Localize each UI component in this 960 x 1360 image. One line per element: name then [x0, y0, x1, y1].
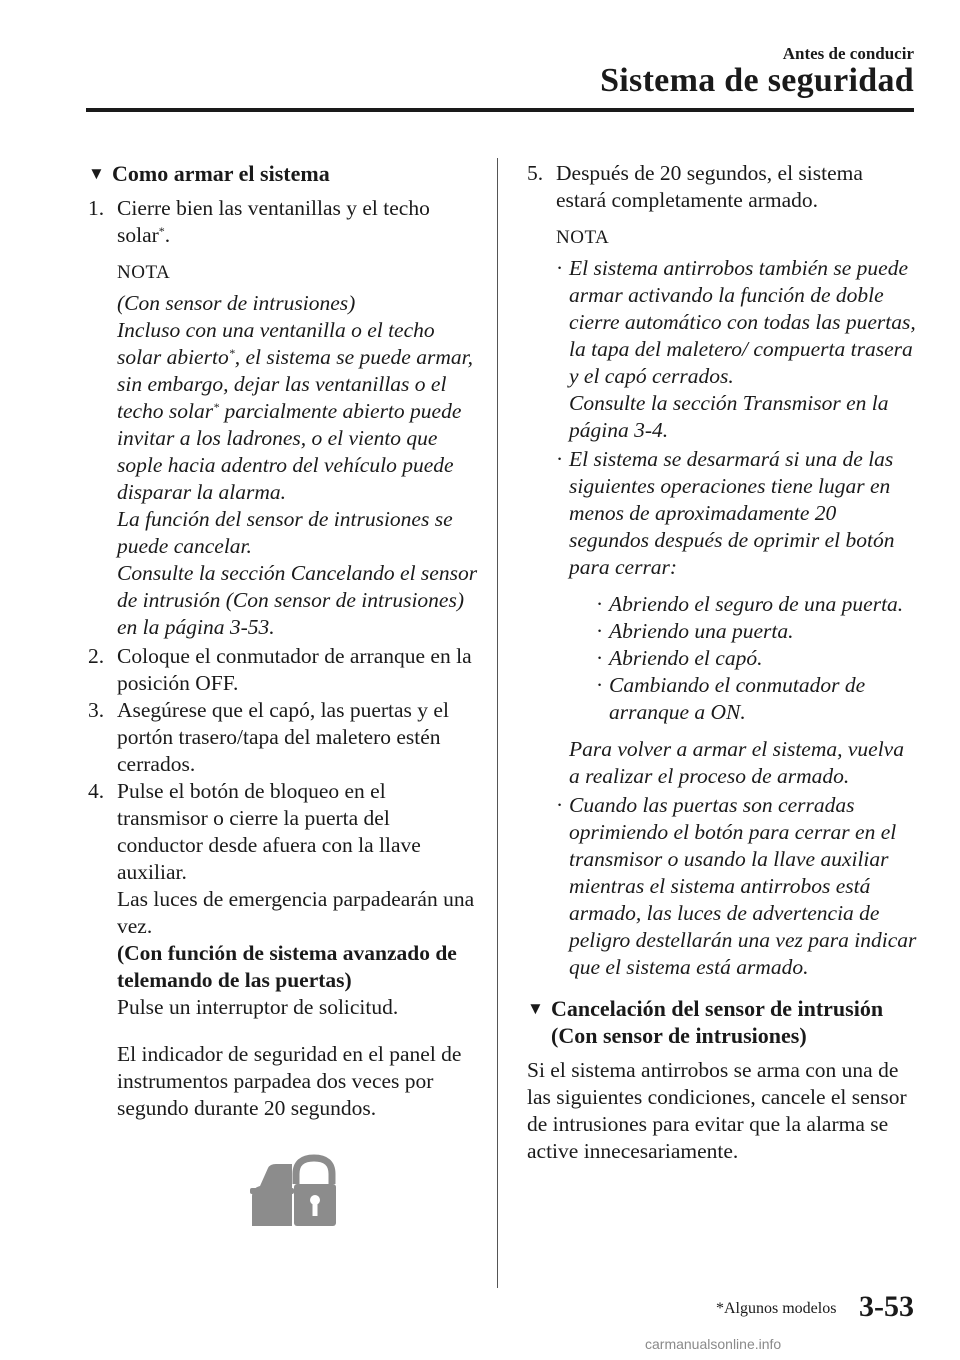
sub-bullet-item: · Abriendo una puerta. [596, 619, 794, 643]
nota-box-2 [556, 224, 917, 981]
triangle-down-icon: ▼ [88, 164, 105, 183]
header-section: Antes de conducir [782, 44, 914, 63]
left-column [88, 160, 480, 1232]
nota-subheading: (Con sensor de intrusiones) [117, 291, 356, 315]
nota-label: NOTA [556, 227, 610, 248]
sub-bullet-item: · Cambiando el conmutador de arranque a ON. [596, 673, 866, 724]
bullet-item: · Cuando las puertas son cerradas oprimiendo el botón para cerrar en el transmisor o usando la llave auxiliar mientras el sistema antirrobos está armado, las luces de advertencia de peligro destellarán una vez para indicar que el sistema está armado. [556, 793, 917, 979]
security-indicator-icon [248, 1152, 343, 1232]
watermark: carmanualsonline.info [645, 1336, 782, 1352]
page-title: Sistema de seguridad [600, 62, 914, 99]
section-heading-cancel: ▼ Cancelación del sensor de intrusión (Con sensor de intrusiones) [527, 996, 884, 1048]
section-heading-arm: ▼ Como armar el sistema [88, 161, 330, 186]
step-3: 3. Asegúrese que el capó, las puertas y el portón trasero/tapa del maletero estén cerrados. [88, 698, 449, 776]
column-divider [497, 158, 498, 1288]
step-1: 1. Cierre bien las ventanillas y el techo solar*. [88, 196, 430, 247]
sub-bullet-item: · Abriendo el seguro de una puerta. [596, 592, 904, 616]
step-4: 4. Pulse el botón de bloqueo en el transmisor o cierre la puerta del conductor desde afuera con la llave auxiliar. Las luces de emergencia parpadearán una vez. (Con función de sistema avanzado de telemando de las puertas) Pulse un interruptor de solicitud. El indicador de seguridad en el panel de instrumentos parpadea dos veces por segundo durante 20 segundos. [88, 779, 475, 1120]
body-paragraph: Si el sistema antirrobos se arma con una de las siguientes condiciones, cancele el sensor de intrusiones para evitar que la alarma se active innecesariamente. [527, 1058, 907, 1163]
page-number: 3-53 [859, 1290, 914, 1323]
header-rule [86, 108, 914, 112]
footnote: *Algunos modelos [716, 1300, 837, 1317]
triangle-down-icon: ▼ [527, 999, 544, 1018]
step-5: 5. Después de 20 segundos, el sistema estará completamente armado. [527, 161, 863, 212]
right-column [527, 160, 917, 1165]
sub-bullet-list [596, 591, 917, 726]
bullet-item: · El sistema antirrobos también se puede armar activando la función de doble cierre automático con todas las puertas, la tapa del maletero/ compuerta trasera y el capó cerrados. Consulte la sección Transmisor en la página 3-4. [556, 256, 916, 442]
nota-label: NOTA [117, 262, 171, 283]
bullet-item: · El sistema se desarmará si una de las siguientes operaciones tiene lugar en menos de aproximadamente 20 segundos después de oprimir el botón para cerrar: · Abriendo el seguro de una puerta. · Abriendo una puerta. · Abriendo el capó. · Cambiando el conmutador de arranque a ON. Para volver a armar el sistema, vuelva a realizar el proceso de armado. [556, 446, 917, 790]
step-2: 2. Coloque el conmutador de arranque en la posición OFF. [88, 644, 472, 695]
nota-box-1: NOTA (Con sensor de intrusiones) Incluso con una ventanilla o el techo solar abierto*, el sistema se puede armar, sin embargo, dejar las ventanillas o el techo solar* parcialmente abierto puede invitar a los ladrones, o el viento que sople hacia adentro del vehículo puede disparar la alarma. La función del sensor de intrusiones se puede cancelar. Consulte la sección Cancelando el sensor de intrusión (Con sensor de intrusiones) en la página 3-53. [117, 259, 480, 641]
sub-bullet-item: · Abriendo el capó. [596, 646, 763, 670]
